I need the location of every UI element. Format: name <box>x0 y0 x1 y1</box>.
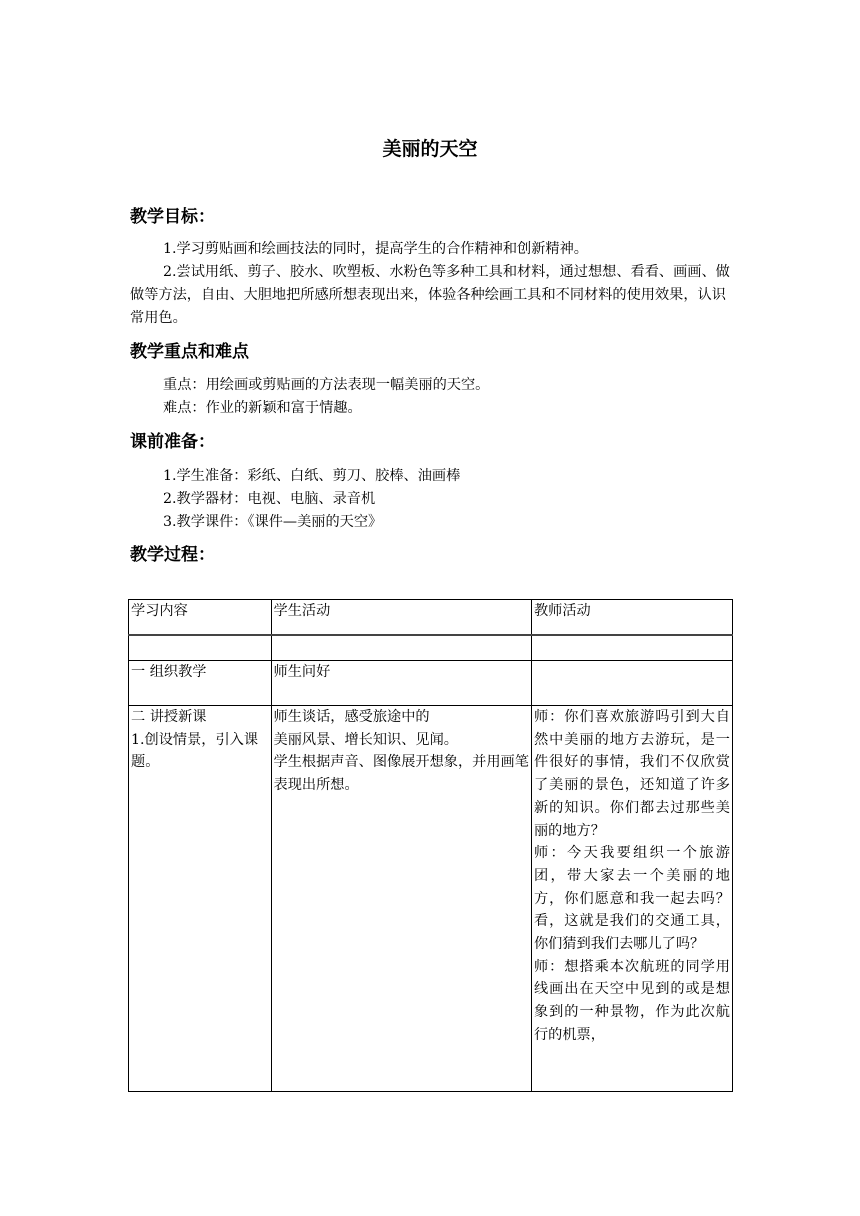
key-point-difficulty: 难点：作业的新颖和富于情趣。 <box>163 400 362 416</box>
preparation-heading: 课前准备： <box>130 432 215 452</box>
cell-student: 师生问好 <box>271 661 531 706</box>
table-header-row <box>129 600 733 636</box>
column-header-content: 学习内容 <box>129 600 272 636</box>
goals-heading: 教学目标： <box>130 207 215 227</box>
cell-teacher: 师：你们喜欢旅游吗引到大自然中美丽的地方去游玩，是一件很好的事情，我们不仅欣赏了美丽的景色，还知道了许多新的知识。你们都去过那些美丽的地方？ 师：今天我要组织一个旅游团，带大家去一个美丽的地方，你们愿意和我一起去吗？看，这就是我们的交通工具，你们猜到我们去哪儿了吗？ 师：想搭乘本次航班的同学用线画出在天空中见到的或是想象到的一种景物，作为此次航行的机票， <box>531 706 732 1092</box>
table-row-empty <box>129 635 733 661</box>
table-row <box>129 706 733 1092</box>
process-heading: 教学过程： <box>130 545 215 565</box>
cell-content: 二 讲授新课 1.创设情景，引入课题。 <box>129 706 272 1092</box>
preparation-item: 1.学生准备：彩纸、白纸、剪刀、胶棒、油画棒 <box>163 468 461 484</box>
cell-student: 师生谈话，感受旅途中的 美丽风景、增长知识、见闻。 学生根据声音、图像展开想象，并用画笔表现出所想。 <box>271 706 531 1092</box>
column-header-teacher: 教师活动 <box>531 600 732 636</box>
column-header-student: 学生活动 <box>271 600 531 636</box>
cell-content: 一 组织教学 <box>129 661 272 706</box>
goal-item: 2.尝试用纸、剪子、胶水、吹塑板、水粉色等多种工具和材料，通过想想、看看、画画、做做等方法，自由、大胆地把所感所想表现出来，体验各种绘画工具和不同材料的使用效果，认识常用色。 <box>130 264 730 326</box>
goal-item: 1.学习剪贴画和绘画技法的同时，提高学生的合作精神和创新精神。 <box>163 241 588 257</box>
process-table <box>128 599 733 1092</box>
preparation-item: 3.教学课件：《课件—美丽的天空》 <box>163 514 383 530</box>
page-title: 美丽的天空 <box>382 138 478 160</box>
cell-teacher <box>531 661 732 706</box>
preparation-item: 2.教学器材：电视、电脑、录音机 <box>163 491 376 507</box>
key-point-focus: 重点：用绘画或剪贴画的方法表现一幅美丽的天空。 <box>163 377 490 393</box>
key-points-heading: 教学重点和难点 <box>130 342 249 362</box>
goals-list <box>130 238 740 330</box>
table-row <box>129 661 733 706</box>
